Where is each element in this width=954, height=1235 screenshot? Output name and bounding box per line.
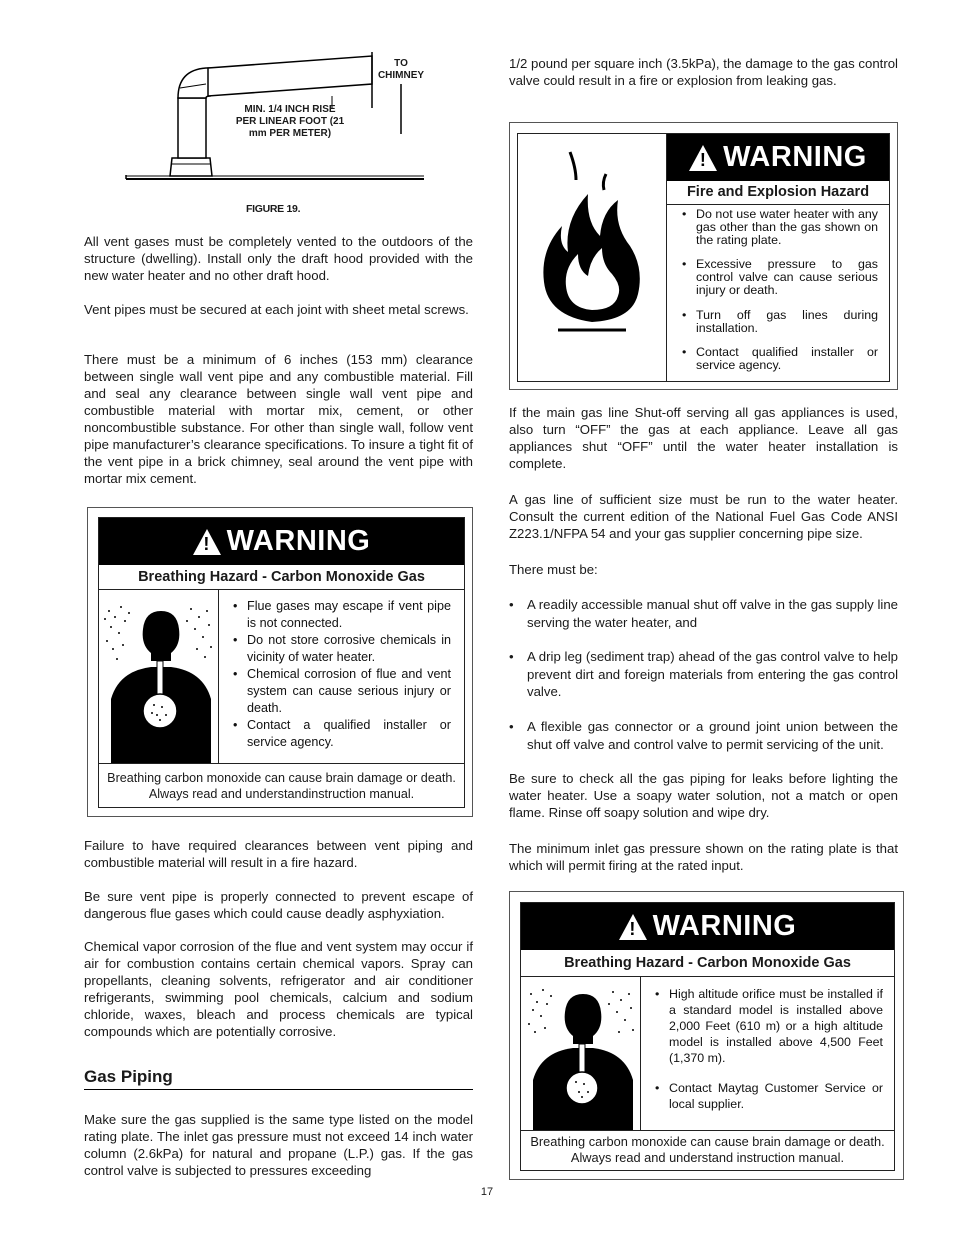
bullet-item: • A flexible gas connector or a ground joint union between the shut off valve and control valve to permit servicing of the unit. — [509, 718, 898, 753]
person-breathing-gas-icon — [99, 589, 218, 763]
warning-item: • High altitude orifice must be installed if a standard model is installed above 2,000 Feet (610 m) or a high altitude model is installed above 4,500 Feet (1,370 m). — [653, 986, 883, 1066]
warning-item: • Contact a qualified installer or service agency. — [231, 717, 451, 751]
warning-item: • Do not store corrosive chemicals in vicinity of water heater. — [231, 632, 451, 666]
warning-box-fire-explosion — [509, 122, 898, 390]
warning-item: • Turn off gas lines during installation. — [680, 309, 878, 335]
left-paragraph-4: Failure to have required clearances between vent piping and combustible material will result in a fire hazard. — [84, 838, 473, 870]
warning-item: • Flue gases may escape if vent pipe is not connected. — [231, 598, 451, 632]
warning-box-high-altitude — [509, 891, 904, 1180]
vent-figure — [120, 48, 460, 198]
hazard-title: Breathing Hazard - Carbon Monoxide Gas — [564, 955, 851, 971]
image-cell — [521, 976, 641, 1130]
left-paragraph-6: Chemical vapor corrosion of the flue and vent system may occur if air for combustion contains certain chemical vapors. Spray can propellants, cleaning solvents, refrigerator and air conditioner refrigerants, swimming pool chemicals, calcium and sodium chloride, waxes, bleach and process chemicals are typical compounds which are potentially corrosive. — [84, 939, 473, 1039]
bullet-item: • A readily accessible manual shut off valve in the gas supply line serving the water heater, and — [509, 596, 898, 631]
right-paragraph-2: If the main gas line Shut-off serving all gas appliances is used, also turn “OFF” the gas at each appliance. Leave all gas appliances shut “OFF” until the water heater installation is complete. — [509, 405, 898, 471]
rise-note-label: MIN. 1/4 INCH RISE PER LINEAR FOOT (21 mm PER METER) — [235, 104, 345, 139]
footer-divider — [521, 1130, 894, 1131]
warning-banner — [667, 134, 889, 181]
warning-triangle-icon: ! — [193, 529, 221, 555]
right-paragraph-5: Be sure to check all the gas piping for leaks before lighting the water heater. Use a soapy water solution, not a match or open flame. Rinse off soapy solution and wipe dry. — [509, 771, 898, 820]
flame-cell — [518, 134, 667, 381]
right-paragraph-6: The minimum inlet gas pressure shown on the rating plate is that which will permit firing at the rated input. — [509, 841, 898, 873]
page-number: 17 — [480, 1186, 494, 1198]
warning-item: • Contact Maytag Customer Service or local supplier. — [653, 1080, 883, 1112]
warning-item: • Do not use water heater with any gas other than the gas shown on the rating plate. — [680, 208, 878, 246]
hazard-title: Breathing Hazard - Carbon Monoxide Gas — [138, 569, 425, 585]
warning-banner-text: WARNING — [226, 525, 371, 557]
warning-list — [653, 986, 883, 1112]
warning-item: • Contact qualified installer or service agency. — [680, 346, 878, 372]
left-paragraph-2: Vent pipes must be secured at each joint with sheet metal screws. — [84, 302, 469, 317]
section-heading: Gas Piping — [84, 1067, 173, 1086]
warning-footer: Breathing carbon monoxide can cause brain damage or death. Always read and understand instruction manual. — [530, 1134, 885, 1165]
bullet-item: • A drip leg (sediment trap) ahead of the gas control valve to help prevent dirt and foreign materials from entering the gas control valve. — [509, 648, 898, 701]
to-chimney-label: TO CHIMNEY — [377, 58, 425, 81]
warning-list — [680, 208, 878, 372]
panel-divider — [667, 204, 889, 205]
warning-item: • Chemical corrosion of flue and vent system can cause serious injury or death. — [231, 666, 451, 717]
warning-triangle-icon: ! — [619, 914, 647, 940]
warning-item: • Excessive pressure to gas control valve can cause serious injury or death. — [680, 258, 878, 296]
footer-divider — [99, 763, 464, 764]
warning-footer: Breathing carbon monoxide can cause brain damage or death. Always read and understandinstruction manual. — [107, 771, 456, 801]
left-paragraph-7: Make sure the gas supplied is the same type listed on the model rating plate. The inlet gas pressure must not exceed 14 inch water column (2.6kPa) for natural and propane (L.P.) gas. If the gas control valve is subjected to pressures exceeding — [84, 1112, 473, 1178]
warning-box-carbon-monoxide — [87, 507, 473, 817]
warning-panel — [520, 902, 895, 1171]
warning-banner — [521, 903, 894, 950]
figure-caption: FIGURE 19. — [246, 203, 301, 215]
warning-panel — [98, 517, 465, 808]
person-breathing-gas-icon — [521, 976, 640, 1130]
right-paragraph-4: There must be: — [509, 562, 598, 577]
flame-icon — [518, 134, 666, 381]
warning-banner-text: WARNING — [723, 141, 867, 173]
heading-rule — [84, 1089, 473, 1090]
warning-banner — [99, 518, 464, 565]
left-paragraph-5: Be sure vent pipe is properly connected to prevent escape of dangerous flue gases which could cause deadly asphyxiation. — [84, 889, 473, 921]
warning-list — [231, 598, 451, 751]
left-paragraph-3: There must be a minimum of 6 inches (153 mm) clearance between single wall vent pipe and any combustible material. Fill and seal any clearance between single wall vent pipe and combustible material with mortar mix, cement, or other noncombustible substance. For other than single wall, follow vent pipe manufacturer’s clearance specifications. To insure a tight fit of the vent pipe in a brick chimney, seal around the vent pipe with mortar mix cement. — [84, 352, 473, 486]
right-paragraph-1: 1/2 pound per square inch (3.5kPa), the damage to the gas control valve could result in a fire or explosion from leaking gas. — [509, 56, 898, 88]
left-paragraph-1: All vent gases must be completely vented to the outdoors of the structure (dwelling). Install only the draft hood provided with the new water heater and no other draft hood. — [84, 234, 473, 283]
warning-banner-text: WARNING — [652, 910, 797, 942]
right-paragraph-3: A gas line of sufficient size must be run to the water heater. Consult the current edition of the National Fuel Gas Code ANSI Z223.1/NFPA 54 and your gas supplier concerning pipe size. — [509, 492, 898, 541]
image-cell — [99, 589, 219, 763]
warning-panel — [517, 133, 890, 382]
hazard-title: Fire and Explosion Hazard — [686, 184, 870, 200]
warning-triangle-icon: ! — [689, 145, 717, 171]
